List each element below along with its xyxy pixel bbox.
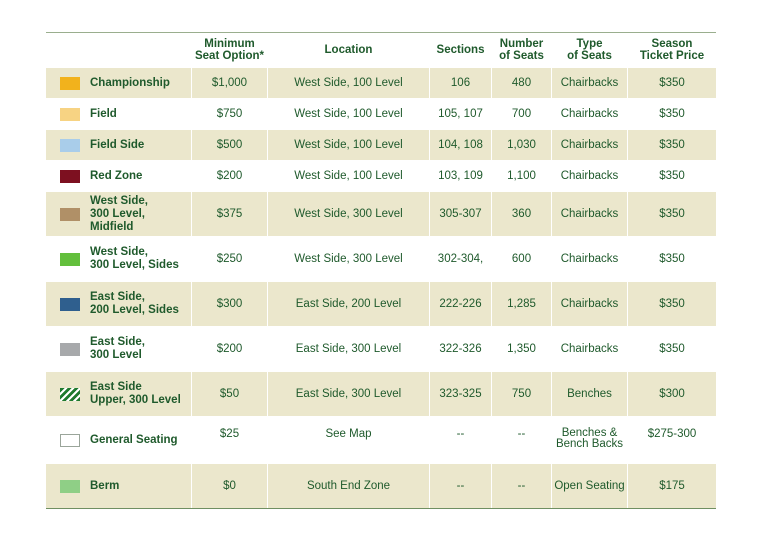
header-type-of-seats: Type of Seats <box>552 33 628 67</box>
number-of-seats-cell: 750 <box>492 372 552 416</box>
season-ticket-price-cell: $300 <box>659 388 685 400</box>
color-swatch <box>60 253 80 266</box>
seat-type-cell: Open Seating <box>552 464 628 508</box>
header-minimum: Minimum Seat Option* <box>192 33 268 67</box>
sections-cell: 322-326 <box>430 327 492 371</box>
seat-type-cell: Benches & Bench Backs <box>552 417 628 463</box>
seat-type-cell: Chairbacks <box>552 130 628 160</box>
table-row <box>46 99 716 130</box>
header-number-of-seats: Number of Seats <box>492 33 552 67</box>
seat-option-cell <box>46 237 192 281</box>
seat-option-label: General Seating <box>90 433 178 446</box>
seat-type-cell: Chairbacks <box>552 192 628 236</box>
sections-cell: 106 <box>430 68 492 98</box>
number-of-seats-cell: 1,100 <box>492 161 552 191</box>
sections-cell: -- <box>430 417 492 463</box>
location-cell: West Side, 100 Level <box>268 99 430 129</box>
number-of-seats-cell: 360 <box>492 192 552 236</box>
season-ticket-price-cell: $350 <box>659 343 685 355</box>
season-ticket-price-cell: $275-300 <box>647 428 697 440</box>
minimum-price-cell: $250 <box>192 237 268 281</box>
number-of-seats-cell: 1,285 <box>492 282 552 326</box>
minimum-price-cell: $375 <box>192 192 268 236</box>
seat-option-label: East Side, 300 Level <box>90 336 145 361</box>
minimum-price-cell: $750 <box>192 99 268 129</box>
seat-option-label: Berm <box>90 479 120 492</box>
color-swatch <box>60 77 80 90</box>
seat-type-cell: Chairbacks <box>552 237 628 281</box>
seat-option-cell <box>46 130 192 160</box>
table-row <box>46 192 716 237</box>
season-ticket-price-cell: $175 <box>659 480 685 492</box>
season-ticket-price-cell: $350 <box>659 139 685 151</box>
table-row <box>46 282 716 327</box>
header-season-ticket-price: Season Ticket Price <box>639 38 705 62</box>
table-row <box>46 327 716 372</box>
season-ticket-price-cell: $350 <box>659 208 685 220</box>
table-row <box>46 417 716 464</box>
table-row <box>46 237 716 282</box>
season-ticket-price-cell: $350 <box>659 108 685 120</box>
table-header <box>46 33 716 68</box>
minimum-price-cell: $1,000 <box>192 68 268 98</box>
seat-option-label: East Side, 200 Level, Sides <box>90 291 179 316</box>
color-swatch <box>60 434 80 447</box>
color-swatch <box>60 108 80 121</box>
seat-type-cell: Chairbacks <box>552 282 628 326</box>
location-cell: West Side, 100 Level <box>268 161 430 191</box>
seat-option-label: Field Side <box>90 138 145 151</box>
seat-option-label: Championship <box>90 76 170 89</box>
minimum-price-cell: $200 <box>192 327 268 371</box>
location-cell: West Side, 100 Level <box>268 130 430 160</box>
table-row <box>46 68 716 99</box>
table-body <box>46 68 716 509</box>
seat-option-label: Red Zone <box>90 169 143 182</box>
sections-cell: 105, 107 <box>430 99 492 129</box>
seat-option-label: West Side, 300 Level, Midfield <box>90 194 148 233</box>
color-swatch <box>60 480 80 493</box>
season-ticket-price-cell: $350 <box>659 77 685 89</box>
minimum-price-cell: $300 <box>192 282 268 326</box>
location-cell: West Side, 100 Level <box>268 68 430 98</box>
table-row <box>46 130 716 161</box>
color-swatch <box>60 388 80 401</box>
number-of-seats-cell: 480 <box>492 68 552 98</box>
season-ticket-price-cell: $350 <box>659 253 685 265</box>
seat-option-cell <box>46 372 192 416</box>
seat-option-label: Field <box>90 107 117 120</box>
sections-cell: 222-226 <box>430 282 492 326</box>
minimum-price-cell: $50 <box>192 372 268 416</box>
seat-option-cell <box>46 99 192 129</box>
location-cell: West Side, 300 Level <box>268 237 430 281</box>
number-of-seats-cell: -- <box>492 464 552 508</box>
seat-option-cell <box>46 417 192 463</box>
minimum-price-cell: $500 <box>192 130 268 160</box>
number-of-seats-cell: 600 <box>492 237 552 281</box>
minimum-price-cell: $0 <box>192 464 268 508</box>
seating-table <box>46 32 716 509</box>
sections-cell: 104, 108 <box>430 130 492 160</box>
number-of-seats-cell: -- <box>492 417 552 463</box>
table-row <box>46 161 716 192</box>
seat-option-cell <box>46 327 192 371</box>
sections-cell: 305-307 <box>430 192 492 236</box>
minimum-price-cell: $200 <box>192 161 268 191</box>
seat-option-cell <box>46 192 192 236</box>
sections-cell: -- <box>430 464 492 508</box>
season-ticket-price-cell: $350 <box>659 298 685 310</box>
header-location: Location <box>268 33 430 67</box>
seat-option-label: East Side Upper, 300 Level <box>90 381 181 406</box>
location-cell: West Side, 300 Level <box>268 192 430 236</box>
seat-option-cell <box>46 68 192 98</box>
seat-option-cell <box>46 161 192 191</box>
header-sections: Sections <box>430 33 492 67</box>
location-cell: See Map <box>268 417 430 463</box>
sections-cell: 302-304, <box>430 237 492 281</box>
table-row <box>46 372 716 417</box>
seat-type-cell: Chairbacks <box>552 68 628 98</box>
number-of-seats-cell: 1,350 <box>492 327 552 371</box>
color-swatch <box>60 170 80 183</box>
sections-cell: 103, 109 <box>430 161 492 191</box>
location-cell: South End Zone <box>268 464 430 508</box>
color-swatch <box>60 139 80 152</box>
season-ticket-price-cell: $350 <box>659 170 685 182</box>
seat-type-cell: Chairbacks <box>552 99 628 129</box>
seat-type-cell: Benches <box>552 372 628 416</box>
minimum-price-cell: $25 <box>192 417 268 463</box>
color-swatch <box>60 343 80 356</box>
seat-type-cell: Chairbacks <box>552 327 628 371</box>
header-seat-option <box>46 33 192 67</box>
number-of-seats-cell: 700 <box>492 99 552 129</box>
seat-option-label: West Side, 300 Level, Sides <box>90 246 179 271</box>
color-swatch <box>60 208 80 221</box>
seat-type-cell: Chairbacks <box>552 161 628 191</box>
seat-option-cell <box>46 464 192 508</box>
location-cell: East Side, 300 Level <box>268 327 430 371</box>
number-of-seats-cell: 1,030 <box>492 130 552 160</box>
location-cell: East Side, 200 Level <box>268 282 430 326</box>
table-row <box>46 464 716 509</box>
seat-option-cell <box>46 282 192 326</box>
color-swatch <box>60 298 80 311</box>
location-cell: East Side, 300 Level <box>268 372 430 416</box>
sections-cell: 323-325 <box>430 372 492 416</box>
